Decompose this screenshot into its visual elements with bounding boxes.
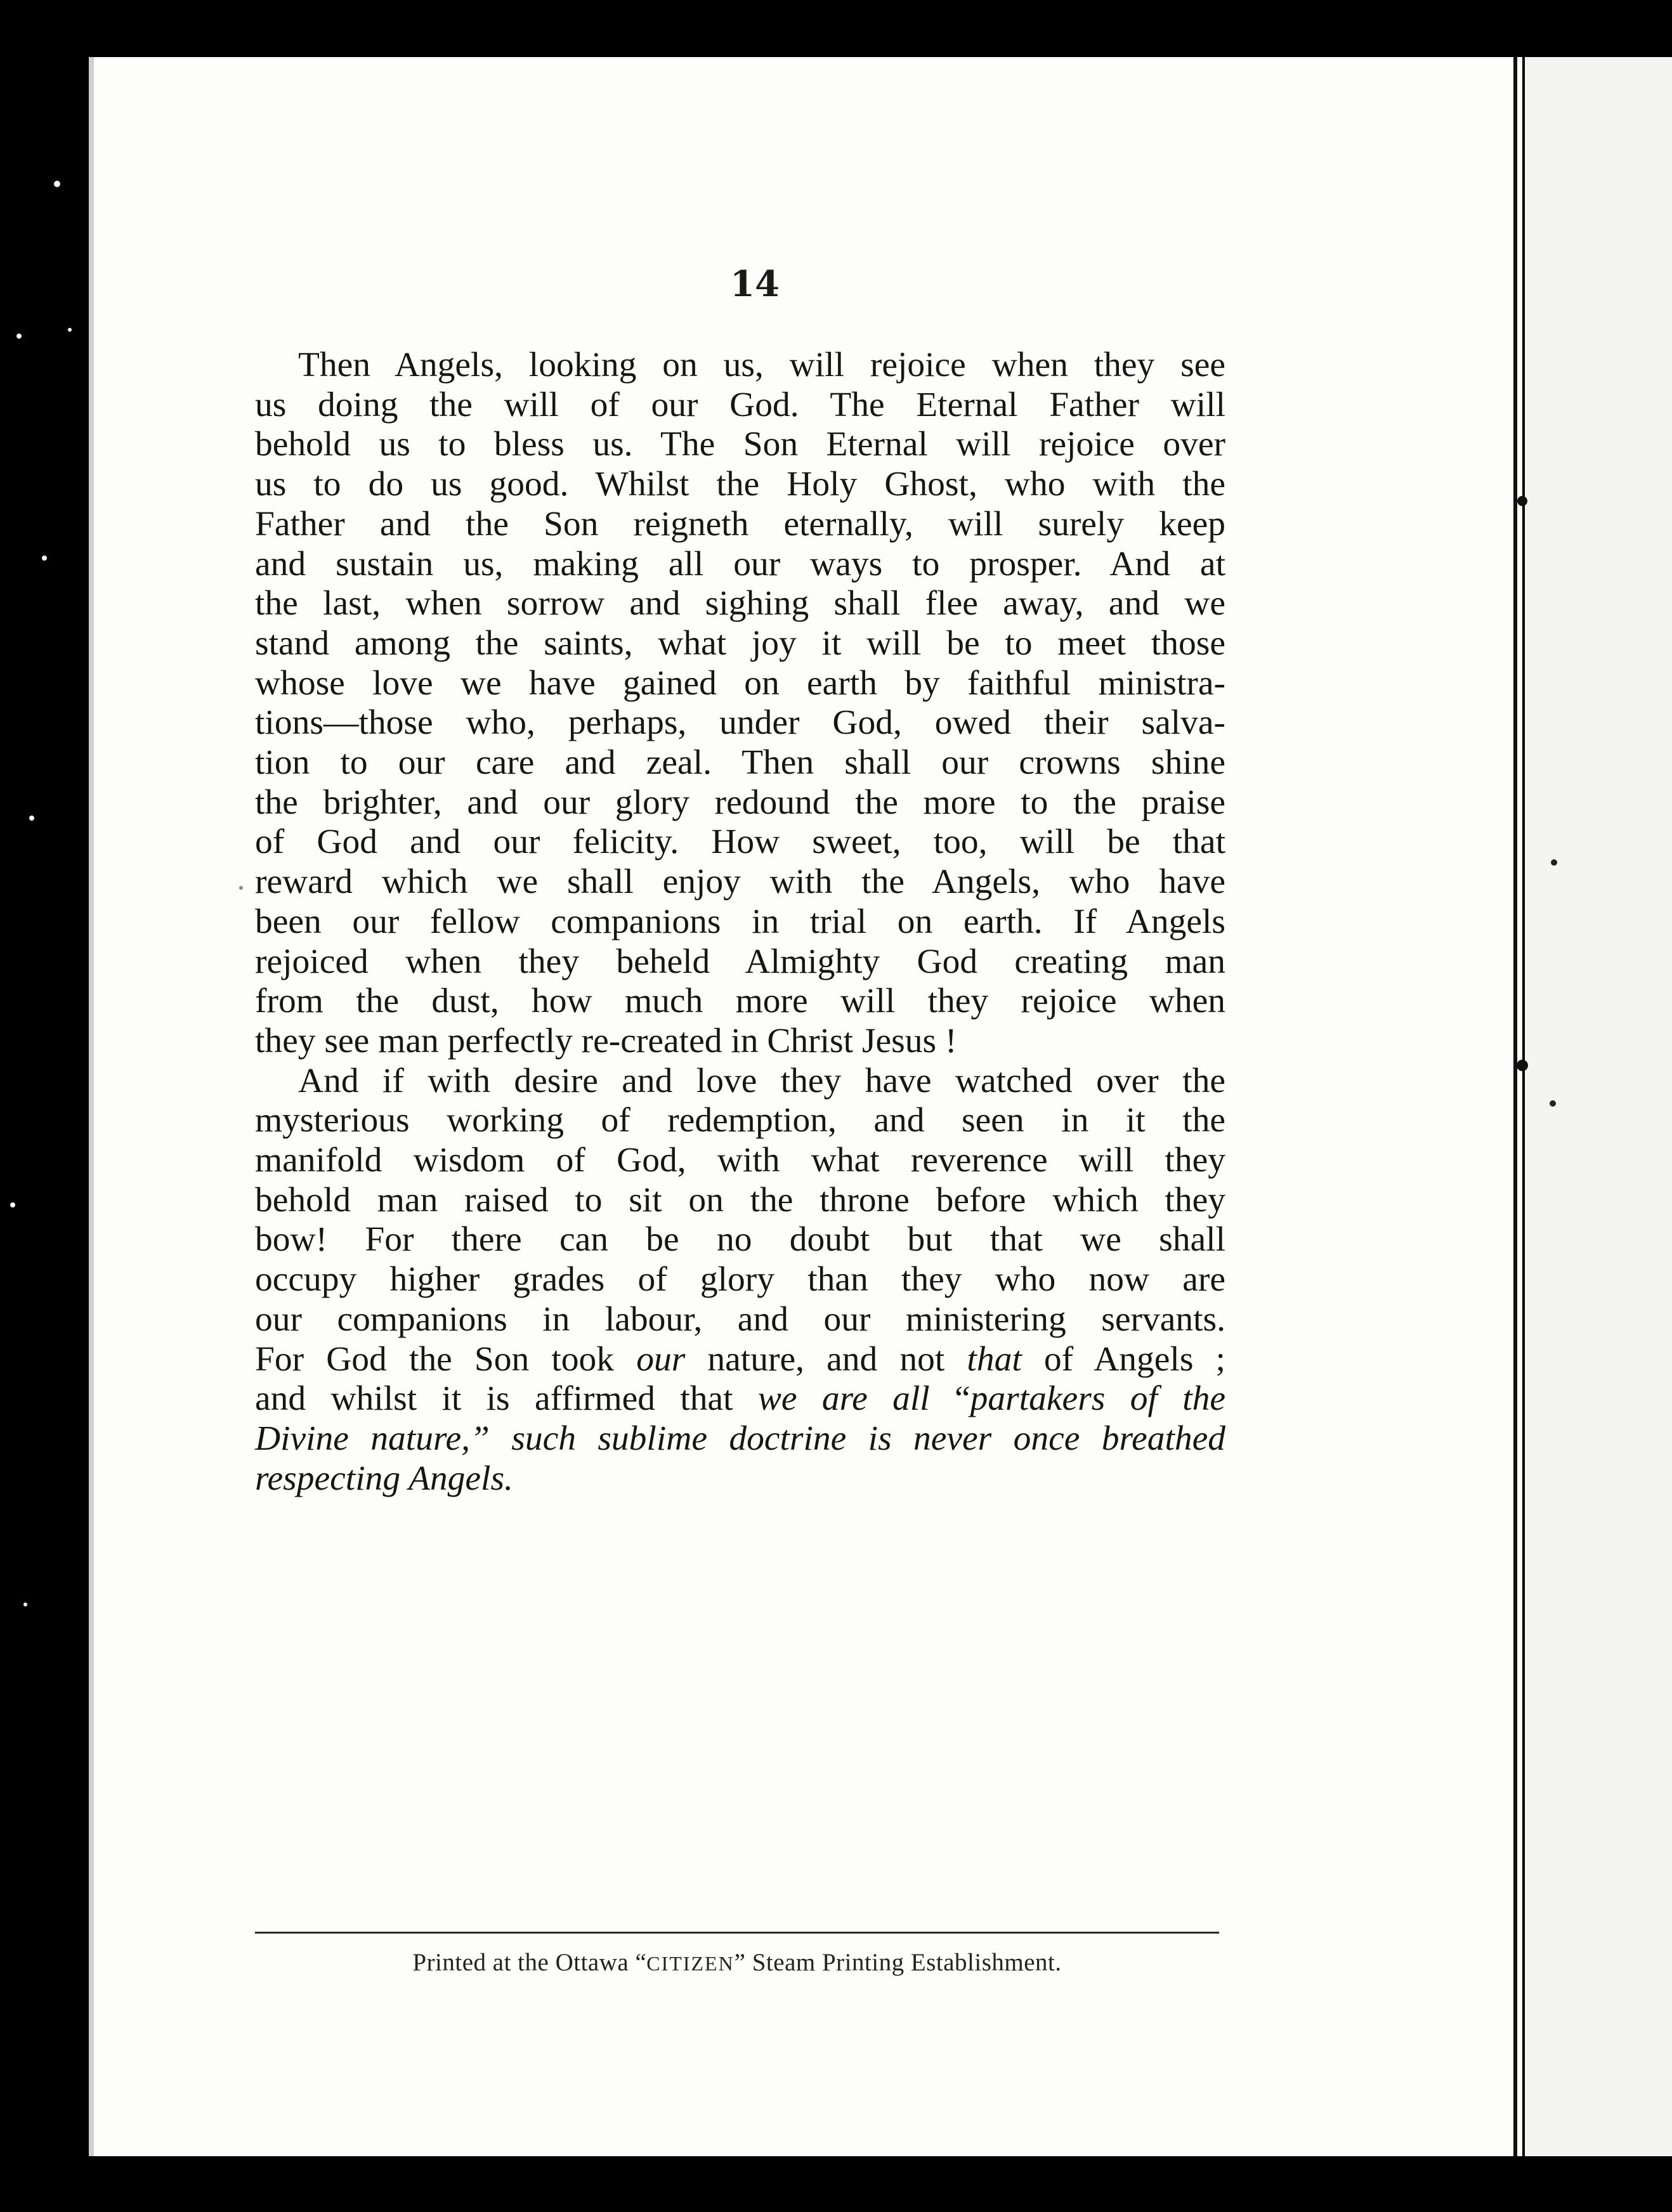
text-line-12: the brighter, and our glory redound the more to the praise [255, 783, 1225, 822]
text-line-1: Then Angels, looking on us, will rejoice when they see [298, 346, 1225, 384]
footer-rule [255, 1932, 1219, 1934]
text-line-9: whose love we have gained on earth by faithful ministra- [255, 663, 1225, 703]
imprint-small-caps: CITIZEN [646, 1952, 735, 1975]
text-line-25: our companions in labour, and our ministering servants. [255, 1299, 1225, 1339]
text-line-20: mysterious working of redemption, and seen in it the [255, 1101, 1225, 1140]
text-line-24: occupy higher grades of glory than they who now are [255, 1260, 1225, 1299]
text-lines [255, 346, 1225, 1340]
text-line-28 [255, 1419, 1225, 1459]
text-line-23: bow! For there can be no doubt but that we shall [255, 1220, 1225, 1259]
text-line-19: And if with desire and love they have watched over the [298, 1061, 1225, 1100]
text-line-7: the last, when sorrow and sighing shall flee away, and we [255, 584, 1225, 623]
text-run: and whilst it is affirmed that [255, 1379, 758, 1419]
body-text [255, 346, 1225, 1499]
italic-run: that [967, 1339, 1022, 1379]
page-edge-shadow [89, 57, 94, 2156]
text-line-3: behold us to bless us. The Son Eternal will rejoice over [255, 425, 1225, 464]
text-line-26 [255, 1340, 1225, 1380]
page-number: 14 [730, 263, 780, 305]
italic-run: partakers of the [970, 1379, 1226, 1419]
text-line-10: tions—those who, perhaps, under God, owed their salva- [255, 703, 1225, 743]
text-line-5: Father and the Son reigneth eternally, will surely keep [255, 504, 1225, 543]
text-line-2: us doing the will of our God. The Eternal Father will [255, 385, 1225, 424]
facing-page-strip [1525, 57, 1672, 2156]
printer-imprint [255, 1948, 1219, 1977]
text-line-22: behold man raised to sit on the throne before which they [255, 1180, 1225, 1220]
italic-run: Divine nature,” such sublime doctrine is never once breathed [255, 1419, 1225, 1458]
text-line-18: they see man perfectly re-created in Christ Jesus ! [255, 1021, 957, 1060]
italic-run: our [636, 1339, 686, 1379]
text-line-6: and sustain us, making all our ways to prosper. And at [255, 544, 1225, 583]
text-run: For God the Son took [255, 1339, 637, 1379]
text-line-29 [255, 1459, 1225, 1499]
text-line-11: tion to our care and zeal. Then shall our crowns shine [255, 743, 1225, 783]
text-line-4: us to do us good. Whilst the Holy Ghost, who with the [255, 465, 1225, 504]
text-run: “ [929, 1379, 970, 1419]
binding-gutter-line [1513, 57, 1517, 2156]
text-line-13: of God and our felicity. How sweet, too, will be that [255, 823, 1225, 862]
italic-run: respecting Angels. [255, 1459, 513, 1498]
text-line-14: reward which we shall enjoy with the Angels, who have [255, 862, 1225, 902]
text-line-27 [255, 1379, 1225, 1419]
text-line-17: from the dust, how much more will they rejoice when [255, 982, 1225, 1021]
text-line-16: rejoiced when they beheld Almighty God creating man [255, 942, 1225, 981]
text-line-15: been our fellow companions in trial on earth. If Angels [255, 902, 1225, 941]
imprint-text: Printed at the Ottawa “ [412, 1949, 647, 1976]
italic-run: we are all [757, 1379, 930, 1419]
text-run: of Angels ; [1021, 1339, 1225, 1379]
text-line-21: manifold wisdom of God, with what reverence will they [255, 1141, 1225, 1180]
text-run: nature, and not [685, 1339, 967, 1379]
text-line-8: stand among the saints, what joy it will be to meet those [255, 623, 1225, 663]
imprint-text: ” Steam Printing Establishment. [734, 1949, 1062, 1976]
